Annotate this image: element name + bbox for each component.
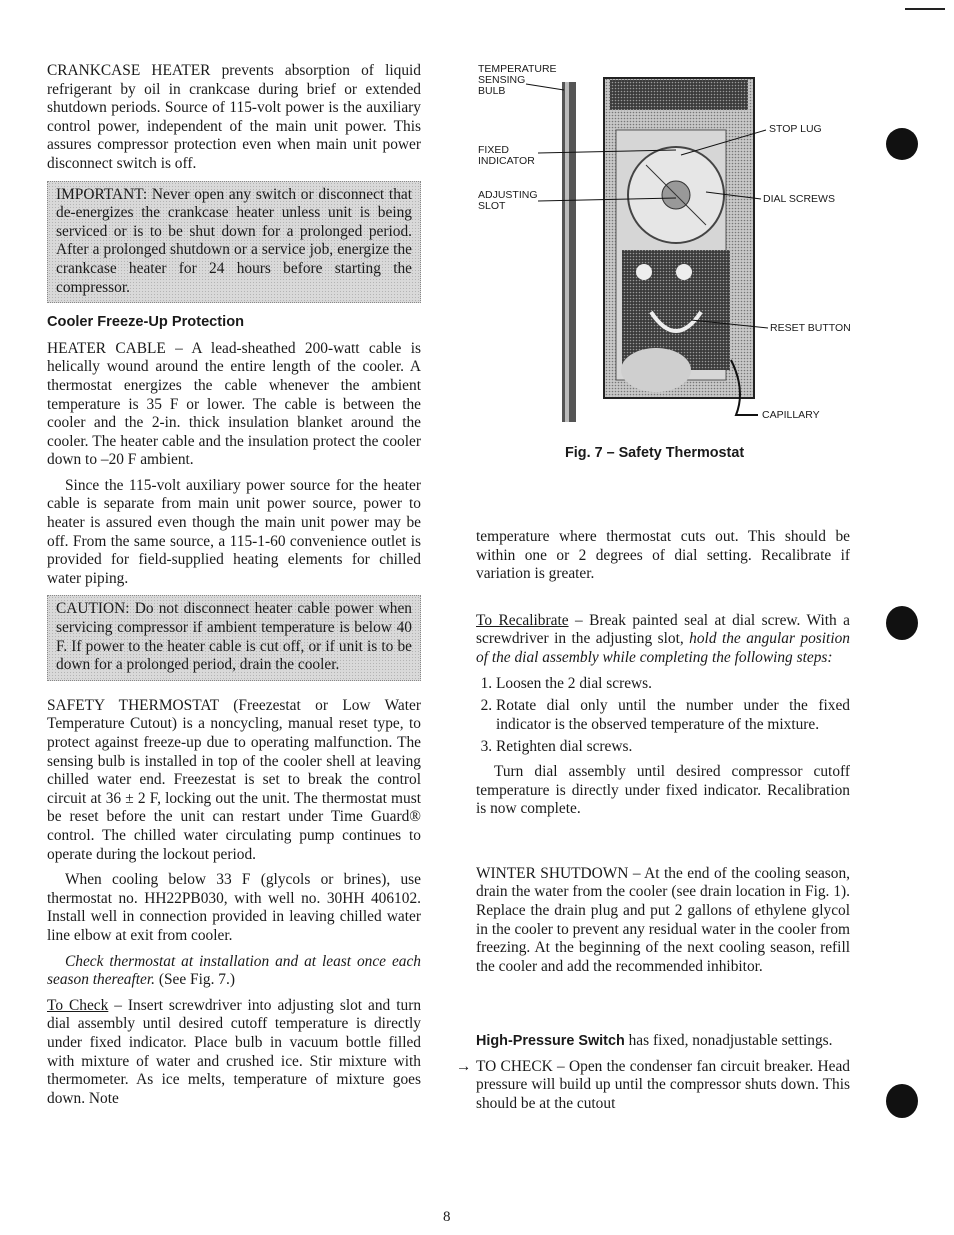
right-column: [456, 528, 850, 1121]
caution-notice: CAUTION: Do not disconnect heater cable power when servicing compressor if ambient temperature is below 40 F. If power to the heater cable is cut off, or if unit is to be down for a prolonged period, drain the cooler.: [47, 595, 421, 680]
to-check-text: – Insert screwdriver into adjusting slot and turn dial assembly until desired cutoff temperature is directly under fixed indicator. Place bulb in vacuum bottle filled with mixture of water and crushed ice. Stir mixture with thermometer. As ice melts, temperature of mixture goes down. Note: [47, 996, 422, 1107]
label-capillary: CAPILLARY: [762, 409, 820, 421]
left-column: [47, 62, 421, 1115]
recalibrate-text: – Break painted seal at dial screw. With a screwdriver in the adjusting slot,: [476, 611, 850, 648]
label-stop-lug: STOP LUG: [769, 123, 822, 135]
cooling-below-paragraph: When cooling below 33 F (glycols or brines), use thermostat no. HH22PB030, with well no. 30HH 406102. Install well in connection provided in leaving chilled water line elbow at exit from cooler.: [47, 871, 421, 944]
safety-thermostat-paragraph: SAFETY THERMOSTAT (Freezestat or Low Water Temperature Cutout) is a noncycling, manual reset type, to protect against freeze-up due to operating malfunction. The sensing bulb is installed in top of the cooler shell at leaving chilled water end. Freezestat is set to break the control circuit at 36 ± 2 F, locking out the unit. The thermostat must be reset before the unit can restart under Time Guard® control. The chilled water circulating pump continues to operate during the lockout period.: [47, 696, 421, 863]
recalibrate-paragraph: [476, 612, 850, 668]
temperature-cutout-paragraph: temperature where thermostat cuts out. This should be within one or 2 degrees of dial setting. Recalibrate if variation is greater.: [476, 528, 850, 583]
label-sensing: SENSING: [478, 74, 526, 86]
heater-cable-paragraph: HEATER CABLE – A lead-sheathed 200-watt cable is helically wound around the entire length of the cooler. A thermostat energizes the cable whenever the ambient temperature is 35 F or lower. The cable is between the cooler and the 2-in. thick insulation blanket around the cooler. The heater cable and the insulation protect the cooler down to –20 F ambient.: [47, 339, 421, 469]
auxiliary-power-paragraph: Since the 115-volt auxiliary power source for the heater cable is separate from main unit power source, power to heater is assured even though the main unit power may be off. From the same source, a 115-1-60 convenience outlet is provided for field-supplied heating elements for chilled water piping.: [47, 476, 421, 587]
section-heading: Cooler Freeze-Up Protection: [47, 314, 245, 331]
leader-bulb: [526, 84, 564, 90]
recalibrate-italic: hold the angular position of the dial assembly while completing the following steps:: [476, 630, 850, 666]
see-fig-text: (See Fig. 7.): [155, 971, 235, 989]
label-adjusting: ADJUSTING: [478, 189, 538, 201]
to-check-label: To Check: [47, 996, 109, 1014]
punch-hole-1: [886, 128, 918, 160]
figure-caption: Fig. 7 – Safety Thermostat: [565, 445, 745, 461]
high-pressure-text: has fixed, nonadjustable settings.: [624, 1032, 833, 1050]
crankcase-heater-paragraph: CRANKCASE HEATER prevents absorption of liquid refrigerant by oil in crankcase during brief or extended shutdown periods. Source of 115-volt power is the auxiliary control power, independent of the main unit power. This assures compressor protection even when main unit power disconnect switch is off.: [47, 62, 421, 172]
label-bulb: BULB: [478, 85, 506, 97]
turn-dial-paragraph: Turn dial assembly until desired compressor cutoff temperature is directly under fixed indicator. Recalibration is now complete.: [476, 762, 850, 818]
to-check-pressure-paragraph: [456, 1057, 850, 1114]
step-item: 2. Rotate dial only until the number under the fixed indicator is the observed temperature of the mixture.: [496, 697, 850, 734]
safety-thermostat-figure: [476, 60, 876, 470]
label-temperature: TEMPERATURE: [478, 63, 557, 75]
punch-hole-2: [886, 606, 918, 640]
important-notice: IMPORTANT: Never open any switch or disconnect that de-energizes the crankcase heater unless unit is being serviced or is to be shut down for a prolonged period. After a prolonged shutdown or a service job, energize the crankcase heater for 24 hours before starting the compressor.: [47, 181, 421, 304]
label-slot: SLOT: [478, 200, 506, 212]
step-item: 1. Loosen the 2 dial screws.: [496, 675, 850, 694]
step-item: 3. Retighten dial screws.: [496, 738, 850, 757]
to-check-pressure-text: TO CHECK – Open the condenser fan circuit breaker. Head pressure will build up until the compressor shuts down. This should be at the cutout: [476, 1057, 850, 1113]
top-rule: [905, 8, 945, 10]
recalibrate-label: To Recalibrate: [476, 611, 569, 629]
check-italic: Check thermostat at installation and at least once each season thereafter.: [47, 952, 421, 989]
high-pressure-paragraph: [476, 1032, 850, 1051]
check-instruction-paragraph: [47, 953, 421, 990]
label-indicator: INDICATOR: [478, 155, 535, 167]
to-check-paragraph: [47, 997, 421, 1109]
high-pressure-label: High-Pressure Switch: [476, 1033, 625, 1050]
label-reset-button: RESET BUTTON: [770, 322, 851, 334]
label-fixed: FIXED: [478, 144, 509, 156]
recalibrate-steps: [476, 675, 850, 757]
winter-shutdown-paragraph: WINTER SHUTDOWN – At the end of the cooling season, drain the water from the cooler (see drain location in Fig. 1). Replace the drain plug and put 2 gallons of ethylene glycol in the cooler to prevent any residual water in the cooler from freezing. At the beginning of the next cooling season, refill the cooler and add the recommended inhibitor.: [476, 864, 850, 975]
punch-hole-3: [886, 1084, 918, 1118]
arrow-icon: →: [456, 1057, 472, 1075]
label-dial-screws: DIAL SCREWS: [763, 193, 835, 205]
page-number: 8: [443, 1209, 451, 1225]
